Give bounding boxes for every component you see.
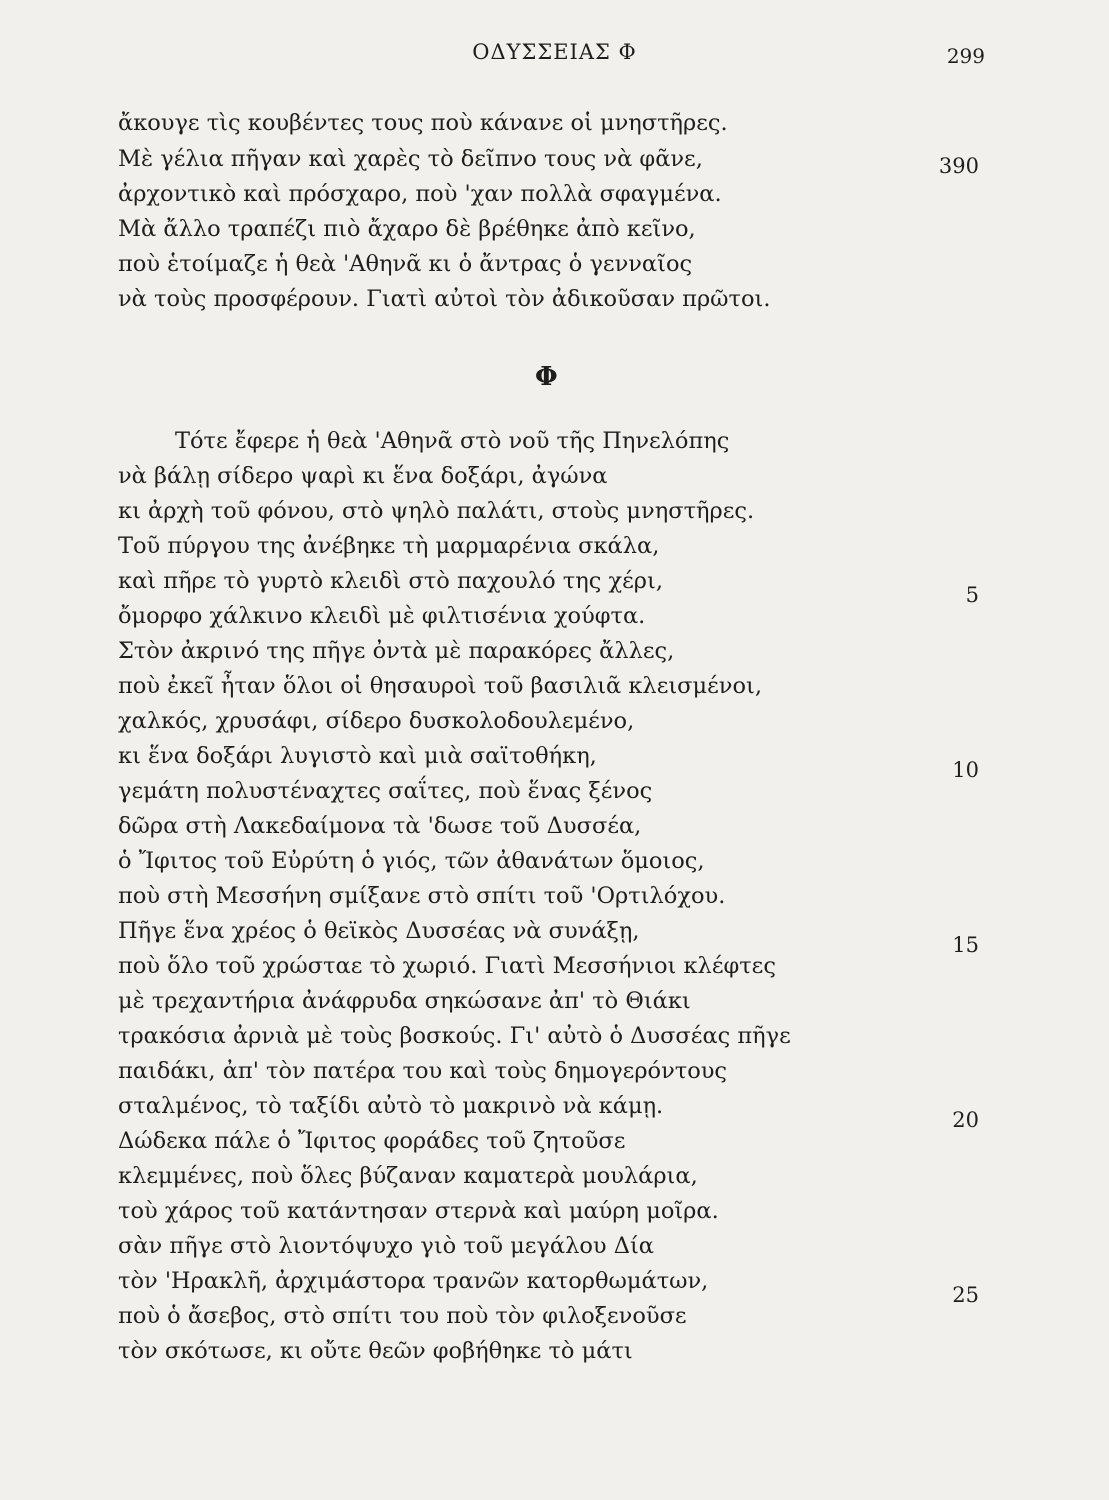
verse-line: γεμάτη πολυστέναχτες σαΐτες, ποὺ ἕνας ξένος <box>118 778 653 804</box>
line-number: 15 <box>952 933 979 957</box>
verse-line: δῶρα στὴ Λακεδαίμονα τὰ 'δωσε τοῦ Δυσσέα, <box>118 813 642 839</box>
verse-line: ποὺ ἑτοίμαζε ἡ θεὰ 'Αθηνᾶ κι ὁ ἄντρας ὁ γενναῖος <box>118 251 693 277</box>
running-header: ΟΔΥΣΣΕΙΑΣ Φ <box>472 40 637 64</box>
section-heading: Φ <box>535 362 558 392</box>
verse-line: νὰ βάλῃ σίδερο ψαρὶ κι ἕνα δοξάρι, ἀγώνα <box>118 463 608 489</box>
verse-line: κι ἕνα δοξάρι λυγιστὸ καὶ μιὰ σαϊτοθήκη, <box>118 743 597 769</box>
verse-line: τὸν σκότωσε, κι οὔτε θεῶν φοβήθηκε τὸ μάτι <box>118 1338 633 1364</box>
verse-line: Πῆγε ἕνα χρέος ὁ θεϊκὸς Δυσσέας νὰ συνάξῃ, <box>118 918 640 944</box>
verse-line: σταλμένος, τὸ ταξίδι αὐτὸ τὸ μακρινὸ νὰ κάμῃ. <box>118 1093 664 1119</box>
verse-line: Στὸν ἀκρινό της πῆγε ὀντὰ μὲ παρακόρες ἄλλες, <box>118 638 675 664</box>
verse-line: σὰν πῆγε στὸ λιοντόψυχο γιὸ τοῦ μεγάλου Δία <box>118 1233 654 1259</box>
line-number: 5 <box>965 583 979 607</box>
verse-line: Τοῦ πύργου της ἀνέβηκε τὴ μαρμαρένια σκάλα, <box>118 533 660 559</box>
verse-line: ὄμορφο χάλκινο κλειδὶ μὲ φιλτισένια χούφτα. <box>118 603 646 629</box>
verse-line: κι ἀρχὴ τοῦ φόνου, στὸ ψηλὸ παλάτι, στοὺς μνηστῆρες. <box>118 498 755 524</box>
verse-line: παιδάκι, ἀπ' τὸν πατέρα του καὶ τοὺς δημογερόντους <box>118 1058 728 1084</box>
verse-line: ἄκουγε τὶς κουβέντες τους ποὺ κάνανε οἱ μνηστῆρες. <box>118 110 728 136</box>
verse-line: ὁ Ἴφιτος τοῦ Εὐρύτη ὁ γιός, τῶν ἀθανάτων ὅμοιος, <box>118 848 705 874</box>
verse-line: νὰ τοὺς προσφέρουν. Γιατὶ αὐτοὶ τὸν ἀδικοῦσαν πρῶτοι. <box>118 286 771 312</box>
verse-line: ἀρχοντικὸ καὶ πρόσχαρο, ποὺ 'χαν πολλὰ σφαγμένα. <box>118 181 722 207</box>
verse-line: Μὰ ἄλλο τραπέζι πιὸ ἄχαρο δὲ βρέθηκε ἀπὸ κεῖνο, <box>118 216 696 242</box>
line-number: 25 <box>952 1283 979 1307</box>
verse-line: ποὺ ἐκεῖ ἦταν ὅλοι οἱ θησαυροὶ τοῦ βασιλιᾶ κλεισμένοι, <box>118 673 763 699</box>
verse-line: κλεμμένες, ποὺ ὅλες βύζαναν καματερὰ μουλάρια, <box>118 1163 698 1189</box>
verse-line: Μὲ γέλια πῆγαν καὶ χαρὲς τὸ δεῖπνο τους νὰ φᾶνε, <box>118 146 703 172</box>
verse-line: Τότε ἔφερε ἡ θεὰ 'Αθηνᾶ στὸ νοῦ τῆς Πηνελόπης <box>175 428 730 454</box>
line-number: 390 <box>938 154 979 178</box>
line-number: 20 <box>952 1108 979 1132</box>
verse-line: τὸν 'Ηρακλῆ, ἀρχιμάστορα τρανῶν κατορθωμάτων, <box>118 1268 709 1294</box>
verse-line: χαλκός, χρυσάφι, σίδερο δυσκολοδουλεμένο, <box>118 708 635 734</box>
page-number: 299 <box>946 44 985 68</box>
verse-line: Δώδεκα πάλε ὁ Ἴφιτος φοράδες τοῦ ζητοῦσε <box>118 1128 626 1154</box>
verse-line: ποὺ στὴ Μεσσήνη σμίξανε στὸ σπίτι τοῦ 'Ορτιλόχου. <box>118 883 726 909</box>
verse-line: ποὺ ὅλο τοῦ χρώσταε τὸ χωριό. Γιατὶ Μεσσήνιοι κλέφτες <box>118 953 776 979</box>
verse-line: τρακόσια ἀρνιὰ μὲ τοὺς βοσκούς. Γι' αὐτὸ ὁ Δυσσέας πῆγε <box>118 1023 791 1049</box>
verse-line: μὲ τρεχαντήρια ἀνάφρυδα σηκώσανε ἀπ' τὸ Θιάκι <box>118 988 691 1014</box>
verse-line: ποὺ ὁ ἄσεβος, στὸ σπίτι του ποὺ τὸν φιλοξενοῦσε <box>118 1303 687 1329</box>
verse-line: καὶ πῆρε τὸ γυρτὸ κλειδὶ στὸ παχουλό της χέρι, <box>118 568 663 594</box>
line-number: 10 <box>952 758 979 782</box>
verse-line: τοὺ χάρος τοῦ κατάντησαν στερνὰ καὶ μαύρη μοῖρα. <box>118 1198 719 1224</box>
